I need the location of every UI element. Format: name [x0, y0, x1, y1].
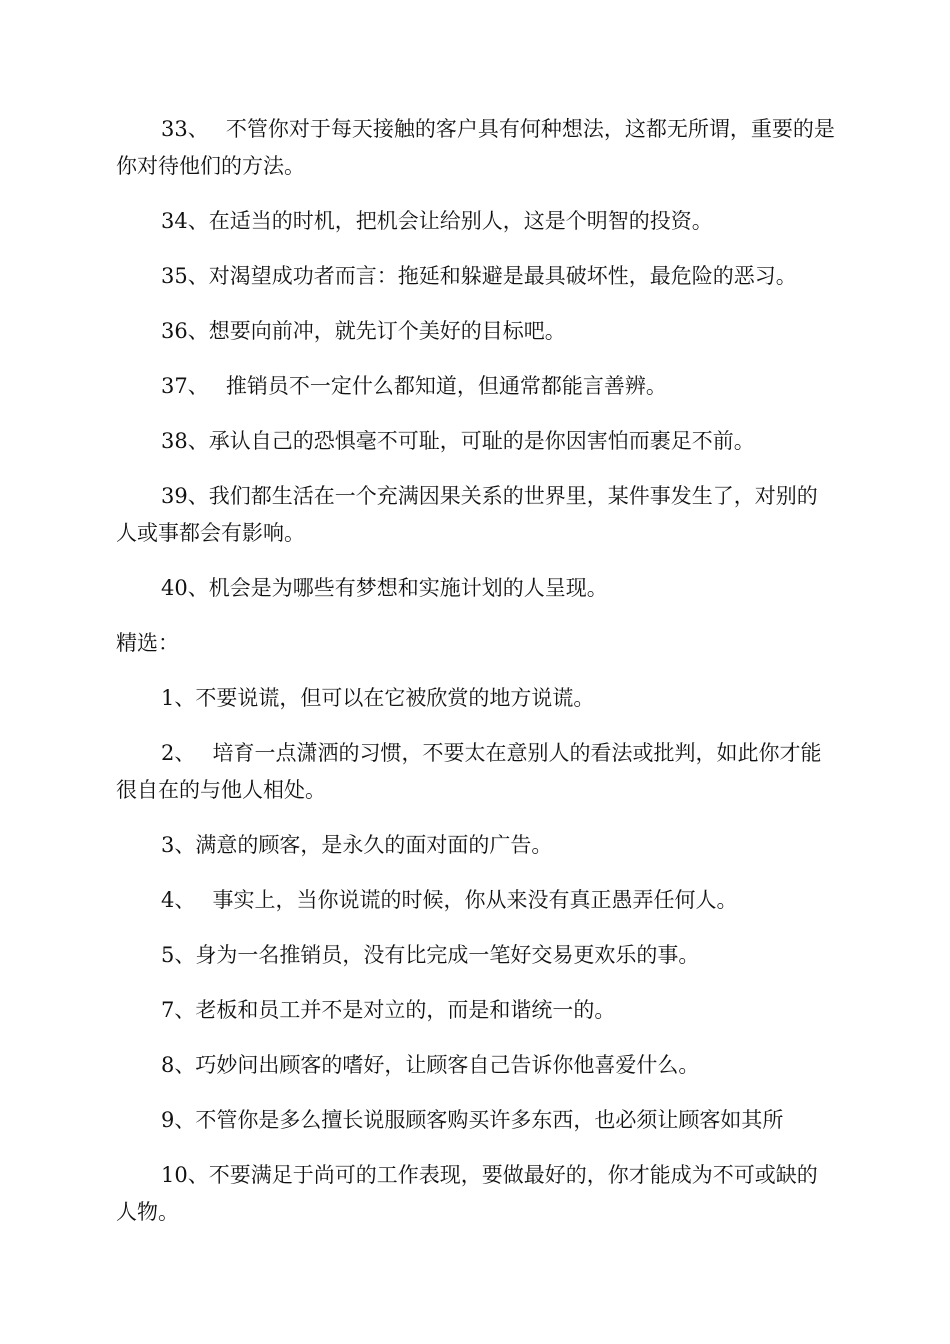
paragraph-36: 36、想要向前冲，就先订个美好的目标吧。 — [161, 319, 566, 343]
paragraph-40: 40、机会是为哪些有梦想和实施计划的人呈现。 — [161, 576, 608, 600]
paragraph-3: 3、满意的顾客，是永久的面对面的广告。 — [161, 833, 553, 857]
paragraph-10: 10、不要满足于尚可的工作表现，要做最好的，你才能成为不可或缺的人物。 — [116, 1163, 818, 1224]
paragraph-1: 1、不要说谎，但可以在它被欣赏的地方说谎。 — [161, 686, 595, 710]
paragraph-7: 7、老板和员工并不是对立的，而是和谐统一的。 — [161, 998, 616, 1022]
paragraph-4: 4、 事实上，当你说谎的时候，你从来没有真正愚弄任何人。 — [161, 888, 738, 912]
paragraph-33: 33、 不管你对于每天接触的客户具有何种想法，这都无所谓，重要的是你对待他们的方法。 — [116, 117, 835, 178]
paragraph-2: 2、 培育一点潇洒的习惯，不要太在意别人的看法或批判，如此你才能很自在的与他人相处。 — [116, 741, 822, 802]
paragraph-9: 9、不管你是多么擅长说服顾客购买许多东西，也必须让顾客如其所 — [161, 1108, 784, 1132]
paragraph-35: 35、对渴望成功者而言：拖延和躲避是最具破坏性，最危险的恶习。 — [161, 264, 797, 288]
paragraph-38: 38、承认自己的恐惧毫不可耻，可耻的是你因害怕而裹足不前。 — [161, 429, 755, 453]
paragraph-8: 8、巧妙问出顾客的嗜好，让顾客自己告诉你他喜爱什么。 — [161, 1053, 700, 1077]
paragraph-34: 34、在适当的时机，把机会让给别人，这是个明智的投资。 — [161, 209, 713, 233]
paragraph-5: 5、身为一名推销员，没有比完成一笔好交易更欢乐的事。 — [161, 943, 700, 967]
section-heading: 精选： — [116, 631, 179, 655]
paragraph-37: 37、 推销员不一定什么都知道，但通常都能言善辨。 — [161, 374, 667, 398]
paragraph-39: 39、我们都生活在一个充满因果关系的世界里，某件事发生了，对别的人或事都会有影响。 — [116, 484, 818, 545]
